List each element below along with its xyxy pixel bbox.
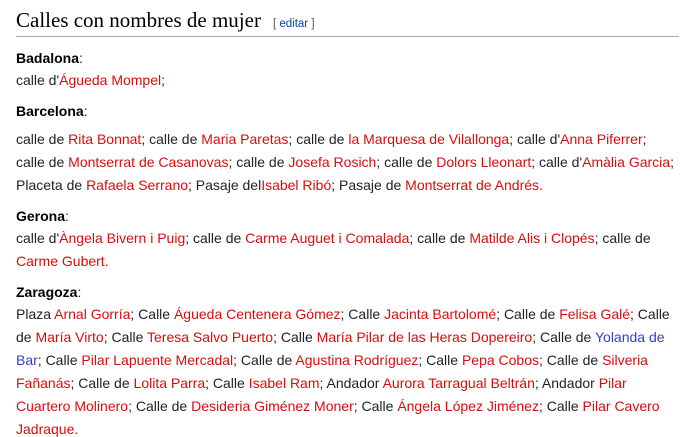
- city-name: Zaragoza: [16, 284, 78, 300]
- edit-bracket-close: ]: [311, 18, 315, 30]
- street-text: ; Calle: [353, 398, 398, 414]
- city-list: [16, 47, 679, 437]
- street-list: [16, 128, 679, 197]
- street-name-link[interactable]: Pilar Cavero Jadraque.: [16, 398, 660, 437]
- street-name-link[interactable]: Ángela López Jiménez: [397, 398, 539, 414]
- street-text: Plaza: [16, 306, 55, 322]
- street-name-link[interactable]: Dolors Lleonart: [436, 154, 532, 170]
- street-name-link[interactable]: Teresa Salvo Puerto: [147, 329, 274, 345]
- street-text: ; Calle de: [539, 352, 603, 368]
- edit-link[interactable]: editar: [279, 18, 309, 30]
- street-name-link[interactable]: Carme Auguet i Comalada: [245, 230, 410, 246]
- street-text: ; Pasaje de: [331, 177, 406, 193]
- street-text: ; Placeta de: [16, 154, 674, 193]
- section-heading: [16, 8, 679, 37]
- street-text: ; Calle: [205, 375, 249, 391]
- city-colon: :: [65, 208, 69, 224]
- street-name-link[interactable]: Pilar Cuartero Molinero: [16, 375, 627, 414]
- section-title: Calles con nombres de mujer: [16, 8, 261, 32]
- street-text: ; Calle: [418, 352, 462, 368]
- street-name-link[interactable]: Montserrat de Andrés.: [405, 177, 543, 193]
- street-name-link[interactable]: Montserrat de Casanovas: [68, 154, 229, 170]
- street-text: ; Calle de: [532, 329, 595, 345]
- city-section-barcelona: [16, 100, 679, 197]
- street-name-link[interactable]: Carme Gubert.: [16, 253, 109, 269]
- edit-section-links: [273, 18, 315, 30]
- street-text: ; Calle de: [496, 306, 560, 322]
- street-name-link[interactable]: Silveria Fañanás: [16, 352, 648, 391]
- street-text: ; Calle: [37, 352, 82, 368]
- street-list: [16, 227, 679, 273]
- city-section-zaragoza: [16, 281, 679, 437]
- street-text: ; calle de: [141, 131, 202, 147]
- street-text: ; calle de: [376, 154, 437, 170]
- street-name-link[interactable]: Pepa Cobos: [461, 352, 540, 368]
- street-list: [16, 69, 679, 92]
- street-text: ; Calle: [273, 329, 317, 345]
- street-text: ; calle de: [288, 131, 349, 147]
- street-name-link[interactable]: Josefa Rosich: [288, 154, 377, 170]
- street-text: ; Andador: [534, 375, 599, 391]
- street-text: ; Calle: [340, 306, 385, 322]
- street-text: ; calle de: [185, 230, 246, 246]
- city-colon: :: [79, 50, 83, 66]
- street-name-link[interactable]: María Pilar de las Heras Dopereiro: [316, 329, 533, 345]
- street-text: ; calle d': [509, 131, 561, 147]
- street-name-link[interactable]: Águeda Mompel: [59, 72, 162, 88]
- street-text: ; calle de: [16, 131, 647, 170]
- street-text: ; Calle: [103, 329, 148, 345]
- city-header: [16, 100, 679, 122]
- street-name-link[interactable]: María Virto: [35, 329, 104, 345]
- street-text: ; Calle de: [16, 306, 670, 345]
- street-text: ; Andador: [319, 375, 383, 391]
- street-name-link[interactable]: Anna Piferrer: [560, 131, 643, 147]
- city-header: [16, 205, 679, 227]
- street-name-link[interactable]: Isabel Ribó: [261, 177, 332, 193]
- city-section-badalona: [16, 47, 679, 92]
- street-name-link[interactable]: Arnal Gorría: [54, 306, 131, 322]
- street-name-link[interactable]: Matilde Alis i Clopés: [469, 230, 595, 246]
- street-name-link[interactable]: Lolita Parra: [133, 375, 206, 391]
- street-text: ; calle de: [409, 230, 470, 246]
- street-name-link[interactable]: Isabel Ram: [248, 375, 320, 391]
- street-text: ; Calle de: [128, 398, 192, 414]
- street-list: [16, 303, 679, 437]
- street-name-link[interactable]: Agustina Rodríguez: [295, 352, 419, 368]
- street-name-link[interactable]: Maria Paretas: [201, 131, 289, 147]
- street-text: ; Calle de: [233, 352, 296, 368]
- street-text: ; calle de: [228, 154, 289, 170]
- street-name-link[interactable]: Jacinta Bartolomé: [384, 306, 497, 322]
- street-text: ; Calle: [538, 398, 583, 414]
- street-text: ; calle de: [594, 230, 651, 246]
- city-name: Barcelona: [16, 103, 84, 119]
- street-text: calle d': [16, 72, 60, 88]
- city-name: Badalona: [16, 50, 80, 66]
- street-text: ; Calle: [130, 306, 174, 322]
- street-name-link[interactable]: Felisa Galé: [559, 306, 631, 322]
- street-text: ; Pasaje del: [188, 177, 262, 193]
- city-name: Gerona: [16, 208, 66, 224]
- edit-bracket-open: [: [272, 18, 277, 30]
- street-name-link[interactable]: la Marquesa de Vilallonga: [348, 131, 510, 147]
- city-header: [16, 281, 679, 303]
- street-name-link[interactable]: Desideria Giménez Moner: [191, 398, 354, 414]
- city-colon: :: [83, 103, 88, 119]
- city-section-gerona: [16, 205, 679, 273]
- street-text: ; calle d': [531, 154, 583, 170]
- street-text: ; Calle de: [70, 375, 134, 391]
- street-text: calle de: [16, 131, 69, 147]
- street-name-link[interactable]: Águeda Centenera Gómez: [173, 306, 341, 322]
- city-colon: :: [77, 284, 82, 300]
- street-name-link[interactable]: Àngela Bivern i Puig: [59, 230, 186, 246]
- street-name-link[interactable]: Rita Bonnat: [68, 131, 142, 147]
- street-name-link[interactable]: Amàlia Garcia: [582, 154, 671, 170]
- street-text: calle d': [16, 230, 60, 246]
- street-name-link[interactable]: Rafaela Serrano: [86, 177, 189, 193]
- street-text: ;: [161, 72, 165, 88]
- street-name-link[interactable]: Aurora Tarragual Beltrán: [382, 375, 535, 391]
- city-header: [16, 47, 679, 69]
- street-name-link[interactable]: Pilar Lapuente Mercadal: [81, 352, 234, 368]
- street-name-link[interactable]: Yolanda de Bar: [16, 329, 665, 368]
